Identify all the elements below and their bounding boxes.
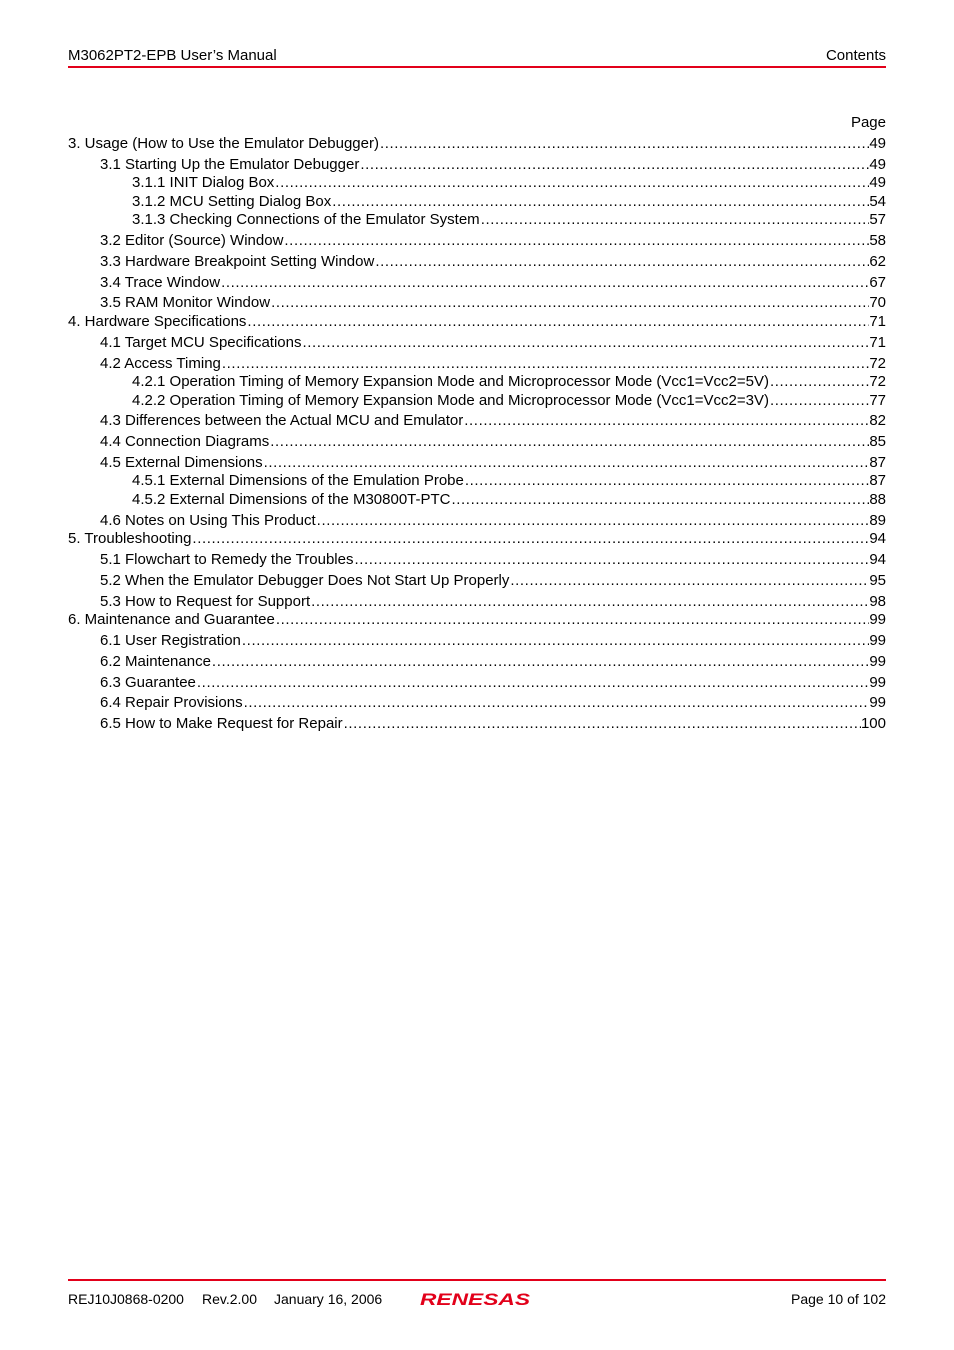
toc-entry-title: 6. Maintenance and Guarantee <box>68 611 275 628</box>
toc-entry-title: 3.1.3 Checking Connections of the Emulator System <box>132 211 480 228</box>
toc-entry-page: 58 <box>869 232 886 249</box>
toc-entry-page: 54 <box>869 193 886 210</box>
toc-dot-leader <box>222 354 869 373</box>
toc-dot-leader <box>242 631 869 650</box>
toc-entry-page: 99 <box>869 632 886 649</box>
toc-entry-page: 82 <box>869 412 886 429</box>
toc-entry-title: 4.1 Target MCU Specifications <box>100 334 302 351</box>
toc-entry-title: 4.4 Connection Diagrams <box>100 433 270 450</box>
toc-entry[interactable] <box>100 673 886 692</box>
toc-entry-page: 89 <box>869 512 886 529</box>
toc-entry[interactable] <box>100 155 886 174</box>
toc-entry[interactable] <box>100 411 886 430</box>
toc-entry-title: 3.2 Editor (Source) Window <box>100 232 284 249</box>
toc-entry-title: 3. Usage (How to Use the Emulator Debugger) <box>68 135 379 152</box>
toc-entry-title: 3.1.1 INIT Dialog Box <box>132 174 275 191</box>
toc-entry-page: 99 <box>869 674 886 691</box>
toc-entry-title: 4.5.2 External Dimensions of the M30800T-PTC <box>132 491 451 508</box>
toc-dot-leader <box>247 312 869 331</box>
page-footer <box>68 1279 886 1311</box>
toc-entry[interactable] <box>100 273 886 292</box>
toc-entry-title: 4.2 Access Timing <box>100 355 221 372</box>
toc-entry[interactable] <box>100 293 886 312</box>
toc-entry[interactable] <box>132 471 886 490</box>
toc-entry-page: 49 <box>869 135 886 152</box>
toc-entry[interactable] <box>100 333 886 352</box>
renesas-logo <box>420 1289 534 1309</box>
toc-entry-title: 5.2 When the Emulator Debugger Does Not Start Up Properly <box>100 572 510 589</box>
toc-entry[interactable] <box>100 550 886 569</box>
toc-entry[interactable] <box>100 252 886 271</box>
toc-entry[interactable] <box>132 173 886 192</box>
toc-dot-leader <box>275 173 869 192</box>
toc-dot-leader <box>271 293 869 312</box>
toc-entry[interactable] <box>68 134 886 153</box>
toc-entry[interactable] <box>132 372 886 391</box>
toc-entry-page: 71 <box>869 334 886 351</box>
toc-entry-page: 95 <box>869 572 886 589</box>
toc-dot-leader <box>510 571 869 590</box>
section-title: Contents <box>825 47 886 64</box>
page-number: Page 10 of 102 <box>791 1291 886 1307</box>
toc-entry-title: 6.3 Guarantee <box>100 674 196 691</box>
toc-entry[interactable] <box>100 354 886 373</box>
toc-entry[interactable] <box>100 571 886 590</box>
toc-entry-page: 99 <box>869 694 886 711</box>
toc-entry-title: 6.4 Repair Provisions <box>100 694 243 711</box>
toc-dot-leader <box>360 155 869 174</box>
toc-dot-leader <box>317 511 870 530</box>
toc-entry[interactable] <box>100 511 886 530</box>
toc-entry-page: 99 <box>869 611 886 628</box>
toc-dot-leader <box>354 550 869 569</box>
toc-entry-title: 3.5 RAM Monitor Window <box>100 294 271 311</box>
toc-entry-title: 3.1.2 MCU Setting Dialog Box <box>132 193 332 210</box>
toc-entry[interactable] <box>100 231 886 250</box>
toc-entry[interactable] <box>132 210 886 229</box>
toc-dot-leader <box>221 273 869 292</box>
toc-entry-page: 57 <box>869 211 886 228</box>
toc-dot-leader <box>284 231 869 250</box>
toc-entry-page: 62 <box>869 253 886 270</box>
release-date: January 16, 2006 <box>274 1291 383 1307</box>
toc-entry[interactable] <box>68 312 886 331</box>
toc-entry-page: 87 <box>869 472 886 489</box>
toc-entry-page: 77 <box>869 392 886 409</box>
page-header <box>68 46 886 68</box>
toc-entry-page: 88 <box>869 491 886 508</box>
toc-entry-title: 6.5 How to Make Request for Repair <box>100 715 343 732</box>
toc-dot-leader <box>452 490 870 509</box>
toc-entry-title: 5. Troubleshooting <box>68 530 192 547</box>
toc-entry-page: 67 <box>869 274 886 291</box>
toc-dot-leader <box>311 592 869 611</box>
document-title: M3062PT2-EPB User’s Manual <box>68 47 277 64</box>
toc-entry[interactable] <box>132 192 886 211</box>
toc-entry-title: 5.1 Flowchart to Remedy the Troubles <box>100 551 354 568</box>
revision: Rev.2.00 <box>202 1291 257 1307</box>
toc-entry-page: 100 <box>860 715 886 732</box>
toc-entry-page: 85 <box>869 433 886 450</box>
toc-entry-title: 3.3 Hardware Breakpoint Setting Window <box>100 253 375 270</box>
toc-dot-leader <box>192 529 869 548</box>
toc-entry-page: 87 <box>869 454 886 471</box>
toc-entry[interactable] <box>100 631 886 650</box>
toc-entry[interactable] <box>100 592 886 611</box>
renesas-logo-text: RENESAS <box>420 1290 531 1309</box>
toc-entry-page: 94 <box>869 530 886 547</box>
toc-entry-page: 72 <box>869 373 886 390</box>
toc-entry[interactable] <box>100 652 886 671</box>
toc-entry-title: 4.2.2 Operation Timing of Memory Expansion Mode and Microprocessor Mode (Vcc1=Vcc2=3V) <box>132 392 769 409</box>
toc-dot-leader <box>264 453 870 472</box>
toc-entry[interactable] <box>100 432 886 451</box>
toc-entry-page: 72 <box>869 355 886 372</box>
toc-entry-title: 6.1 User Registration <box>100 632 241 649</box>
document-id: REJ10J0868-0200 <box>68 1291 184 1307</box>
toc-entry-title: 4. Hardware Specifications <box>68 313 247 330</box>
toc-dot-leader <box>302 333 869 352</box>
toc-entry-page: 49 <box>869 156 886 173</box>
toc-entry-title: 4.2.1 Operation Timing of Memory Expansion Mode and Microprocessor Mode (Vcc1=Vcc2=5V) <box>132 373 769 390</box>
toc-entry-page: 99 <box>869 653 886 670</box>
toc-dot-leader <box>770 372 869 391</box>
toc-dot-leader <box>270 432 869 451</box>
toc-dot-leader <box>481 210 870 229</box>
toc-entry-page: 70 <box>869 294 886 311</box>
toc-dot-leader <box>212 652 869 671</box>
toc-entry[interactable] <box>100 693 886 712</box>
toc-dot-leader <box>197 673 869 692</box>
toc-entry-title: 4.5.1 External Dimensions of the Emulation Probe <box>132 472 464 489</box>
toc-entry-page: 94 <box>869 551 886 568</box>
toc-entry[interactable] <box>68 529 886 548</box>
toc-entry[interactable] <box>68 610 886 629</box>
toc-dot-leader <box>465 471 869 490</box>
toc-entry-title: 3.1 Starting Up the Emulator Debugger <box>100 156 360 173</box>
toc-dot-leader <box>770 391 869 410</box>
toc-dot-leader <box>344 714 861 733</box>
toc-entry-title: 4.3 Differences between the Actual MCU and Emulator <box>100 412 464 429</box>
toc-dot-leader <box>332 192 869 211</box>
toc-dot-leader <box>464 411 869 430</box>
toc-entry[interactable] <box>100 453 886 472</box>
toc-dot-leader <box>375 252 869 271</box>
toc-entry-title: 5.3 How to Request for Support <box>100 593 311 610</box>
page-column-label: Page <box>850 114 886 131</box>
toc-entry-title: 4.6 Notes on Using This Product <box>100 512 316 529</box>
toc-entry-title: 4.5 External Dimensions <box>100 454 263 471</box>
toc-entry[interactable] <box>100 714 886 733</box>
toc-entry[interactable] <box>132 490 886 509</box>
toc-entry-title: 6.2 Maintenance <box>100 653 211 670</box>
toc-dot-leader <box>380 134 869 153</box>
toc-entry-page: 98 <box>869 593 886 610</box>
toc-entry-page: 71 <box>869 313 886 330</box>
toc-dot-leader <box>244 693 870 712</box>
toc-entry-page: 49 <box>869 174 886 191</box>
toc-entry[interactable] <box>132 391 886 410</box>
toc-dot-leader <box>276 610 869 629</box>
toc-entry-title: 3.4 Trace Window <box>100 274 221 291</box>
